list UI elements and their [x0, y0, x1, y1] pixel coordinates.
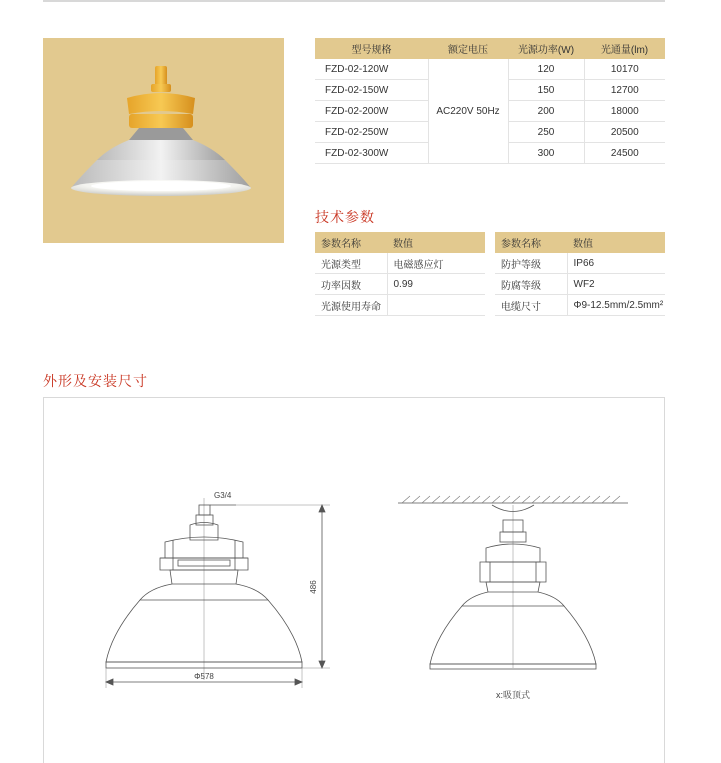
- param-name: 防护等级: [495, 253, 567, 274]
- flux-cell: 18000: [584, 101, 665, 122]
- param-value: WF2: [567, 274, 665, 295]
- flux-cell: 12700: [584, 80, 665, 101]
- thread-label: G3/4: [214, 491, 232, 500]
- flux-cell: 20500: [584, 122, 665, 143]
- flux-cell: 24500: [584, 143, 665, 164]
- param-name: 电缆尺寸: [495, 295, 567, 316]
- param-value-header: 数值: [567, 232, 665, 253]
- header-power: 光源功率(W): [508, 38, 584, 59]
- header-voltage: 额定电压: [428, 38, 508, 59]
- model-cell: FZD-02-250W: [315, 122, 428, 143]
- flux-cell: 10170: [584, 59, 665, 80]
- power-cell: 250: [508, 122, 584, 143]
- param-name: 光源类型: [315, 253, 387, 274]
- mount-caption: x:吸顶式: [495, 690, 531, 700]
- param-name-header: 参数名称: [495, 232, 567, 253]
- model-cell: FZD-02-200W: [315, 101, 428, 122]
- diameter-label: Φ578: [194, 672, 214, 681]
- model-cell: FZD-02-150W: [315, 80, 428, 101]
- param-name-header: 参数名称: [315, 232, 387, 253]
- power-cell: 120: [508, 59, 584, 80]
- model-cell: FZD-02-120W: [315, 59, 428, 80]
- power-cell: 300: [508, 143, 584, 164]
- power-cell: 200: [508, 101, 584, 122]
- param-name: 功率因数: [315, 274, 387, 295]
- model-cell: FZD-02-300W: [315, 143, 428, 164]
- param-value: 电磁感应灯: [387, 253, 485, 274]
- param-name: 防腐等级: [495, 274, 567, 295]
- param-value: Φ9-12.5mm/2.5mm²: [567, 295, 665, 316]
- header-model: 型号规格: [315, 38, 428, 59]
- param-value: 0.99: [387, 274, 485, 295]
- tech-params-title: 技术参数: [315, 210, 375, 226]
- param-value: IP66: [567, 253, 665, 274]
- param-value-header: 数值: [387, 232, 485, 253]
- height-label: 486: [309, 580, 318, 594]
- power-cell: 150: [508, 80, 584, 101]
- voltage-cell: AC220V 50Hz: [428, 59, 508, 164]
- dimensions-title: 外形及安装尺寸: [43, 374, 148, 390]
- param-name: 光源使用寿命: [315, 295, 387, 316]
- header-flux: 光通量(lm): [584, 38, 665, 59]
